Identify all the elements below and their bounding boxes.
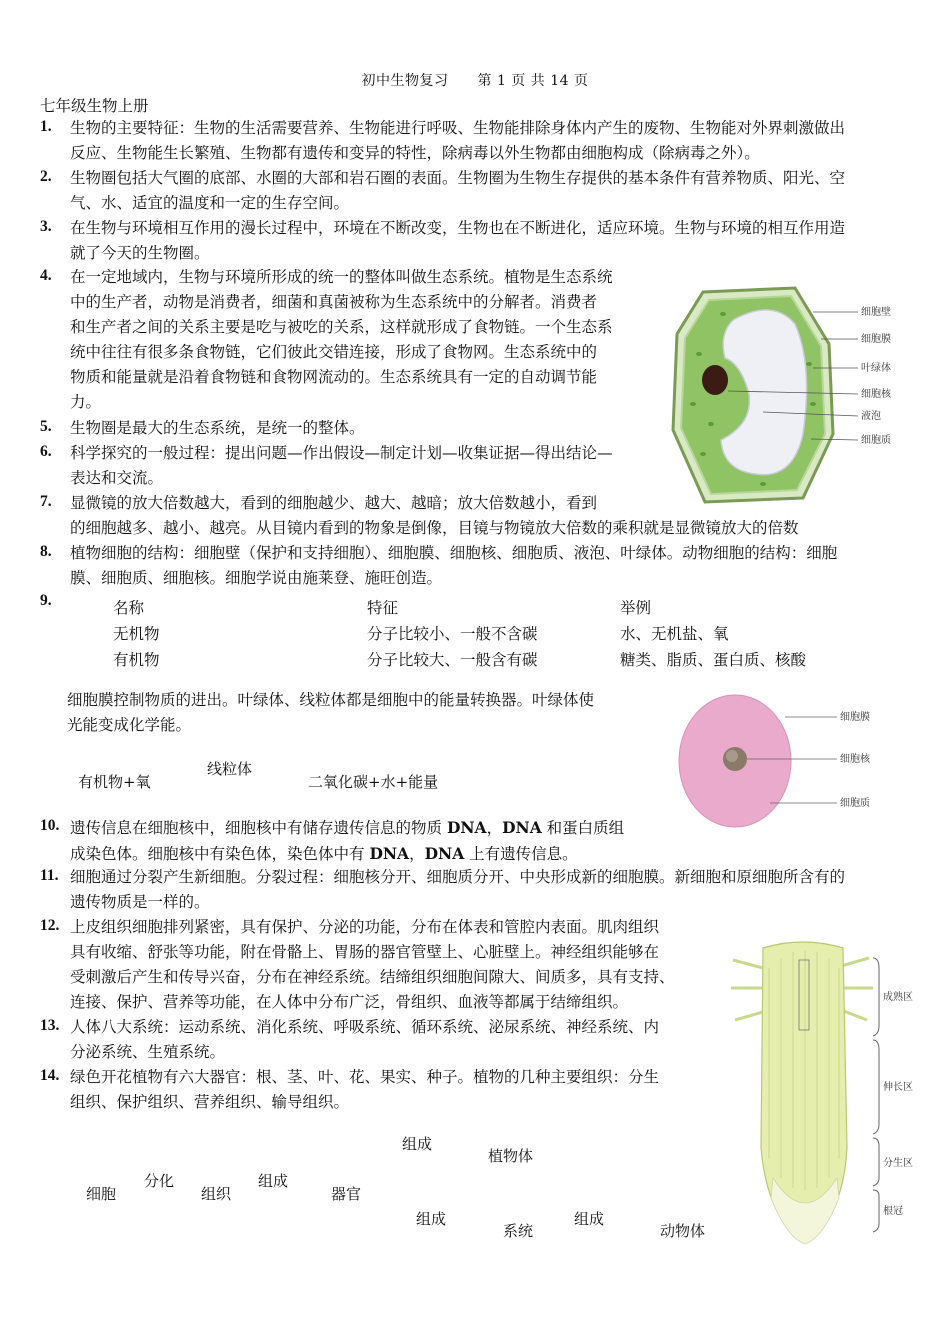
item-line: 光能变成化学能。: [67, 716, 192, 734]
plant-cell-diagram: [663, 284, 911, 506]
item-line: 膜、细胞质、细胞核。细胞学说由施莱登、施旺创造。: [70, 569, 443, 587]
item-number: 10.: [40, 817, 60, 834]
section-title: 七年级生物上册: [40, 97, 149, 115]
item-text: [70, 441, 650, 491]
item-number: 5.: [40, 418, 52, 435]
label-maturation-zone: 成熟区: [883, 992, 913, 1003]
item-text: [70, 416, 650, 441]
item-number: 7.: [40, 493, 52, 510]
item-line: 遗传信息在细胞核中，细胞核中有储存遗传信息的物质 DNA，DNA 和蛋白质组: [70, 818, 625, 837]
item-line: 在一定地域内，生物与环境所形成的统一的整体叫做生态系统。植物是生态系统: [70, 268, 613, 286]
flow-differentiation: 分化: [144, 1172, 175, 1190]
animal-cell-diagram: [675, 689, 880, 837]
item-line: 绿色开花植物有六大器官：根、茎、叶、花、果实、种子。植物的几种主要组织：分生: [70, 1068, 660, 1086]
table-cell: 分子比较大、一般含有碳: [367, 651, 538, 669]
item-text: [70, 166, 910, 216]
substance-table: [113, 596, 873, 674]
item-line: 和生产者之间的关系主要是吃与被吃的关系，这样就形成了食物链。一个生态系: [70, 318, 613, 336]
table-row: [113, 648, 873, 674]
flow-tissue: 组织: [201, 1185, 232, 1203]
equation-products: 二氧化碳+水+能量: [308, 773, 439, 791]
flow-compose: 组成: [402, 1135, 433, 1153]
item-line: 连接、保护、营养等功能，在人体中分布广泛，骨组织、血液等都属于结缔组织。: [70, 993, 629, 1011]
flow-compose: 组成: [258, 1172, 289, 1190]
label-cytoplasm: 细胞质: [840, 798, 870, 809]
item-number: 2.: [40, 168, 52, 185]
table-cell: 有机物: [113, 651, 160, 669]
item-number: 3.: [40, 218, 52, 235]
item-text: [70, 216, 910, 266]
table-header-row: [113, 596, 873, 622]
item-number: 6.: [40, 443, 52, 460]
label-elongation-zone: 伸长区: [883, 1082, 913, 1093]
page-header: 初中生物复习 第 1 页 共 14 页: [361, 73, 589, 89]
item-line: 成染色体。细胞核中有染色体，染色体中有 DNA，DNA 上有遗传信息。: [70, 844, 578, 863]
item-number: 11.: [40, 867, 59, 884]
flow-organ: 器官: [331, 1185, 362, 1203]
item-line: 统中往往有很多条食物链，它们彼此交错连接，形成了食物网。生态系统中的: [70, 343, 598, 361]
label-nucleus: 细胞核: [861, 389, 891, 400]
table-cell: 糖类、脂质、蛋白质、核酸: [620, 651, 807, 669]
item-text: [70, 815, 670, 867]
item-text: [70, 915, 710, 1015]
label-vacuole: 液泡: [861, 411, 881, 422]
label-cytoplasm: 细胞质: [861, 435, 891, 446]
item-number: 13.: [40, 1017, 60, 1034]
item-number: 4.: [40, 267, 52, 284]
item-line: 力。: [70, 393, 102, 411]
table-header: 特征: [367, 599, 399, 617]
item-line: 具有收缩、舒张等功能，附在骨骼上、胃肠的器官管壁上、心脏壁上。神经组织能够在: [70, 943, 660, 961]
item-line: 细胞膜控制物质的进出。叶绿体、线粒体都是细胞中的能量转换器。叶绿体使: [67, 691, 595, 709]
plant-cell-figure: [663, 284, 911, 506]
item-line: 的细胞越多、越小、越亮。从目镜内看到的物象是倒像，目镜与物镜放大倍数的乘积就是显微镜放大的倍数: [70, 519, 799, 537]
item-line: 遗传物质是一样的。: [70, 893, 210, 911]
item-line: 受刺激后产生和传导兴奋，分布在神经系统。结缔组织细胞间隙大、间质多，具有支持、: [70, 968, 675, 986]
flow-plant-body: 植物体: [488, 1147, 534, 1165]
item-line: 生物圈是最大的生态系统，是统一的整体。: [70, 419, 365, 437]
root-tip-diagram: [723, 928, 923, 1254]
table-header: 举例: [620, 599, 652, 617]
item-line: 中的生产者，动物是消费者，细菌和真菌被称为生态系统中的分解者。消费者: [70, 293, 598, 311]
item-text: [70, 1015, 710, 1065]
flow-system: 系统: [503, 1222, 534, 1240]
item-line: 反应、生物能生长繁殖、生物都有遗传和变异的特性，除病毒以外生物都由细胞构成（除病毒之外）。: [70, 144, 760, 162]
label-nucleus: 细胞核: [840, 754, 870, 765]
table-cell: 分子比较小、一般不含碳: [367, 625, 538, 643]
flow-compose: 组成: [416, 1210, 447, 1228]
item-text: [70, 865, 910, 915]
item-number: 14.: [40, 1067, 60, 1084]
flow-cell: 细胞: [86, 1185, 117, 1203]
equation-reactants: 有机物+氧: [78, 773, 151, 791]
item-number: 9.: [40, 592, 52, 609]
label-cell-membrane: 细胞膜: [861, 334, 891, 345]
item-line: 上皮组织细胞排列紧密，具有保护、分泌的功能，分布在体表和管腔内表面。肌肉组织: [70, 918, 660, 936]
item-line: 物质和能量就是沿着食物链和食物网流动的。生态系统具有一定的自动调节能: [70, 368, 598, 386]
item-number: 12.: [40, 917, 60, 934]
item-line: 人体八大系统：运动系统、消化系统、呼吸系统、循环系统、泌尿系统、神经系统、内: [70, 1018, 660, 1036]
root-tip-figure: [723, 928, 923, 1254]
item-line: 生物圈包括大气圈的底部、水圈的大部和岩石圈的表面。生物圈为生物生存提供的基本条件有营养物质、阳光、空: [70, 169, 846, 187]
item-line: 就了今天的生物圈。: [70, 244, 210, 262]
item-text: [70, 1065, 710, 1115]
item-number: 8.: [40, 543, 52, 560]
item-line: 表达和交流。: [70, 469, 164, 487]
table-header: 名称: [113, 599, 145, 617]
flow-animal-body: 动物体: [660, 1222, 706, 1240]
item-line: 植物细胞的结构：细胞壁（保护和支持细胞）、细胞膜、细胞核、细胞质、液泡、叶绿体。动物细胞的结构：细胞: [70, 544, 838, 562]
item-line: 气、水、适宜的温度和一定的生存空间。: [70, 194, 350, 212]
table-cell: 无机物: [113, 625, 160, 643]
label-meristem-zone: 分生区: [883, 1158, 913, 1169]
item-line: 分泌系统、生殖系统。: [70, 1043, 226, 1061]
item-line: 细胞通过分裂产生新细胞。分裂过程：细胞核分开、细胞质分开、中央形成新的细胞膜。新细胞和原细胞所含有的: [70, 868, 846, 886]
organelle-text: [67, 688, 657, 738]
label-cell-wall: 细胞壁: [861, 307, 891, 318]
label-root-cap: 根冠: [883, 1206, 903, 1217]
item-line: 组织、保护组织、营养组织、输导组织。: [70, 1093, 350, 1111]
label-cell-membrane: 细胞膜: [840, 712, 870, 723]
item-number: 1.: [40, 118, 52, 135]
item-text: [70, 116, 910, 166]
table-cell: 水、无机盐、氧: [620, 625, 729, 643]
item-text: [70, 541, 910, 591]
animal-cell-figure: [675, 689, 880, 837]
flow-compose: 组成: [574, 1210, 605, 1228]
item-line: 生物的主要特征：生物的生活需要营养、生物能进行呼吸、生物能排除身体内产生的废物、生物能对外界刺激做出: [70, 119, 846, 137]
label-chloroplast: 叶绿体: [861, 363, 891, 374]
table-row: [113, 622, 873, 648]
item-line: 在生物与环境相互作用的漫长过程中，环境在不断改变，生物也在不断进化，适应环境。生物与环境的相互作用造: [70, 219, 846, 237]
item-text: [70, 265, 650, 415]
item-line: 显微镜的放大倍数越大，看到的细胞越少、越大、越暗；放大倍数越小，看到: [70, 494, 598, 512]
equation-catalyst: 线粒体: [207, 760, 253, 778]
item-line: 科学探究的一般过程：提出问题—作出假设—制定计划—收集证据—得出结论—: [70, 444, 613, 462]
